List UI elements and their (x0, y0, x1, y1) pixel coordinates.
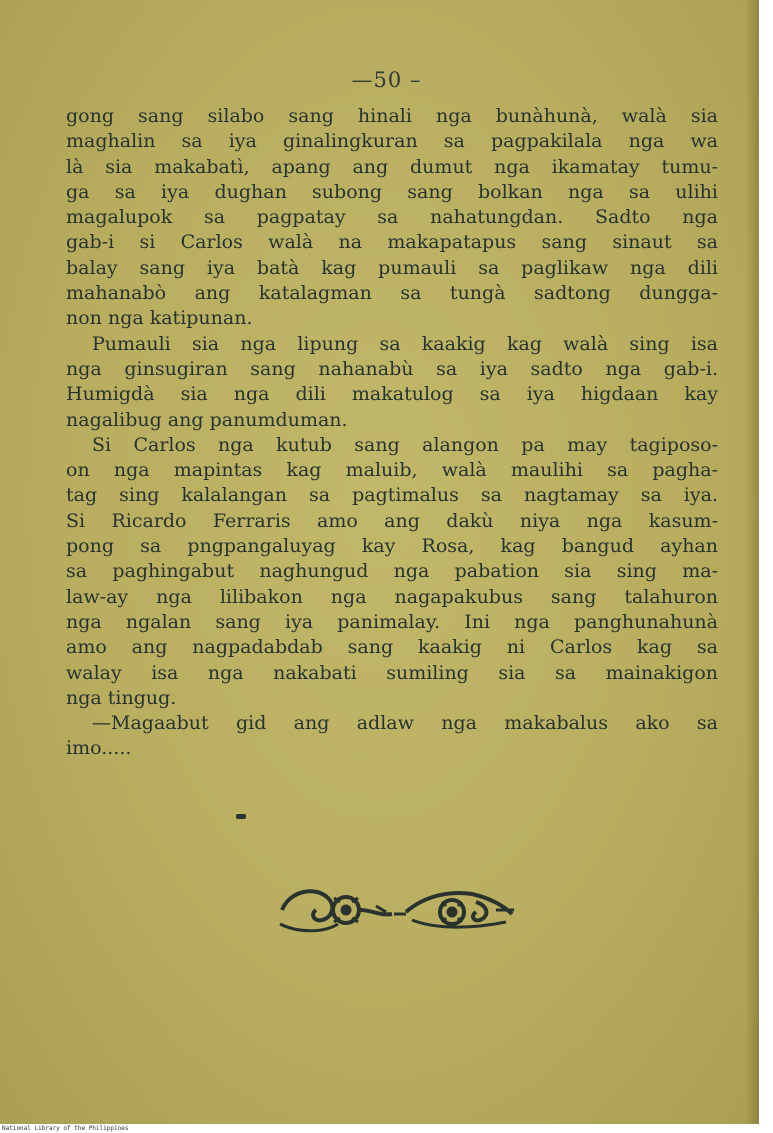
text-line: ga sa iya dughan subong sang bolkan nga sa ulihi (66, 180, 718, 203)
text-line: gab-i si Carlos walà na makapatapus sang sinaut sa (66, 231, 718, 254)
text-line: nga ngalan sang iya panimalay. Ini nga panghunahunà (66, 610, 718, 633)
text-line: gong sang silabo sang hinali nga bunàhunà, walà sia (66, 105, 718, 127)
text-line: nga tingug. (66, 686, 177, 709)
paragraph-2 (66, 332, 718, 433)
page-number: —50 – (351, 68, 422, 92)
text-line: amo ang nagpadabdab sang kaakig ni Carlos kag sa (66, 636, 718, 659)
text-line: Si Carlos nga kutub sang alangon pa may tagiposo- (92, 433, 718, 456)
paragraph-3 (66, 433, 718, 711)
library-credit: National Library of the Philippines (2, 1125, 129, 1132)
text-line: magalupok sa pagpatay sa nahatungdan. Sadto nga (66, 206, 718, 229)
page-edge-shadow (745, 0, 759, 1124)
text-line: là sia makabatì, apang ang dumut nga ikamatay tumu- (66, 155, 718, 178)
text-line: Si Ricardo Ferraris amo ang dakù niya nga kasum- (66, 509, 718, 532)
text-line: Pumauli sia nga lipung sa kaakig kag walà sing isa (92, 332, 718, 355)
text-line: maghalin sa iya ginalingkuran sa pagpakilala nga wa (66, 130, 718, 153)
ink-mark (236, 814, 246, 819)
text-line: tag sing kalalangan sa pagtimalus sa nagtamay sa iya. (66, 484, 718, 507)
floral-tailpiece-icon (276, 880, 518, 942)
text-line: non nga katipunan. (66, 307, 253, 330)
text-line: imo..... (66, 737, 132, 760)
text-line: pong sa pngpangaluyag kay Rosa, kag bangud ayhan (66, 535, 718, 558)
text-line: sa paghingabut naghungud nga pabation sia sing ma- (66, 560, 718, 583)
text-line: —Magaabut gid ang adlaw nga makabalus ako sa (92, 712, 718, 735)
text-line: on nga mapintas kag maluib, walà maulihi sa pagha- (66, 459, 718, 482)
text-line: balay sang iya batà kag pumauli sa paglikaw nga dili (66, 256, 718, 279)
text-line: mahanabò ang katalagman sa tungà sadtong dungga- (66, 282, 718, 305)
text-line: Humigdà sia nga dili makatulog sa iya higdaan kay (66, 383, 718, 406)
text-line: nga ginsugiran sang nahanabù sa iya sadto nga gab-i. (66, 357, 718, 380)
text-line: law-ay nga lilibakon nga nagapakubus sang talahuron (66, 585, 718, 608)
text-line: walay isa nga nakabati sumiling sia sa mainakigon (66, 661, 718, 684)
text-line: nagalibug ang panumduman. (66, 408, 348, 431)
paragraph-1 (66, 104, 718, 332)
paragraph-4 (66, 711, 718, 762)
page-body-text (66, 104, 718, 762)
